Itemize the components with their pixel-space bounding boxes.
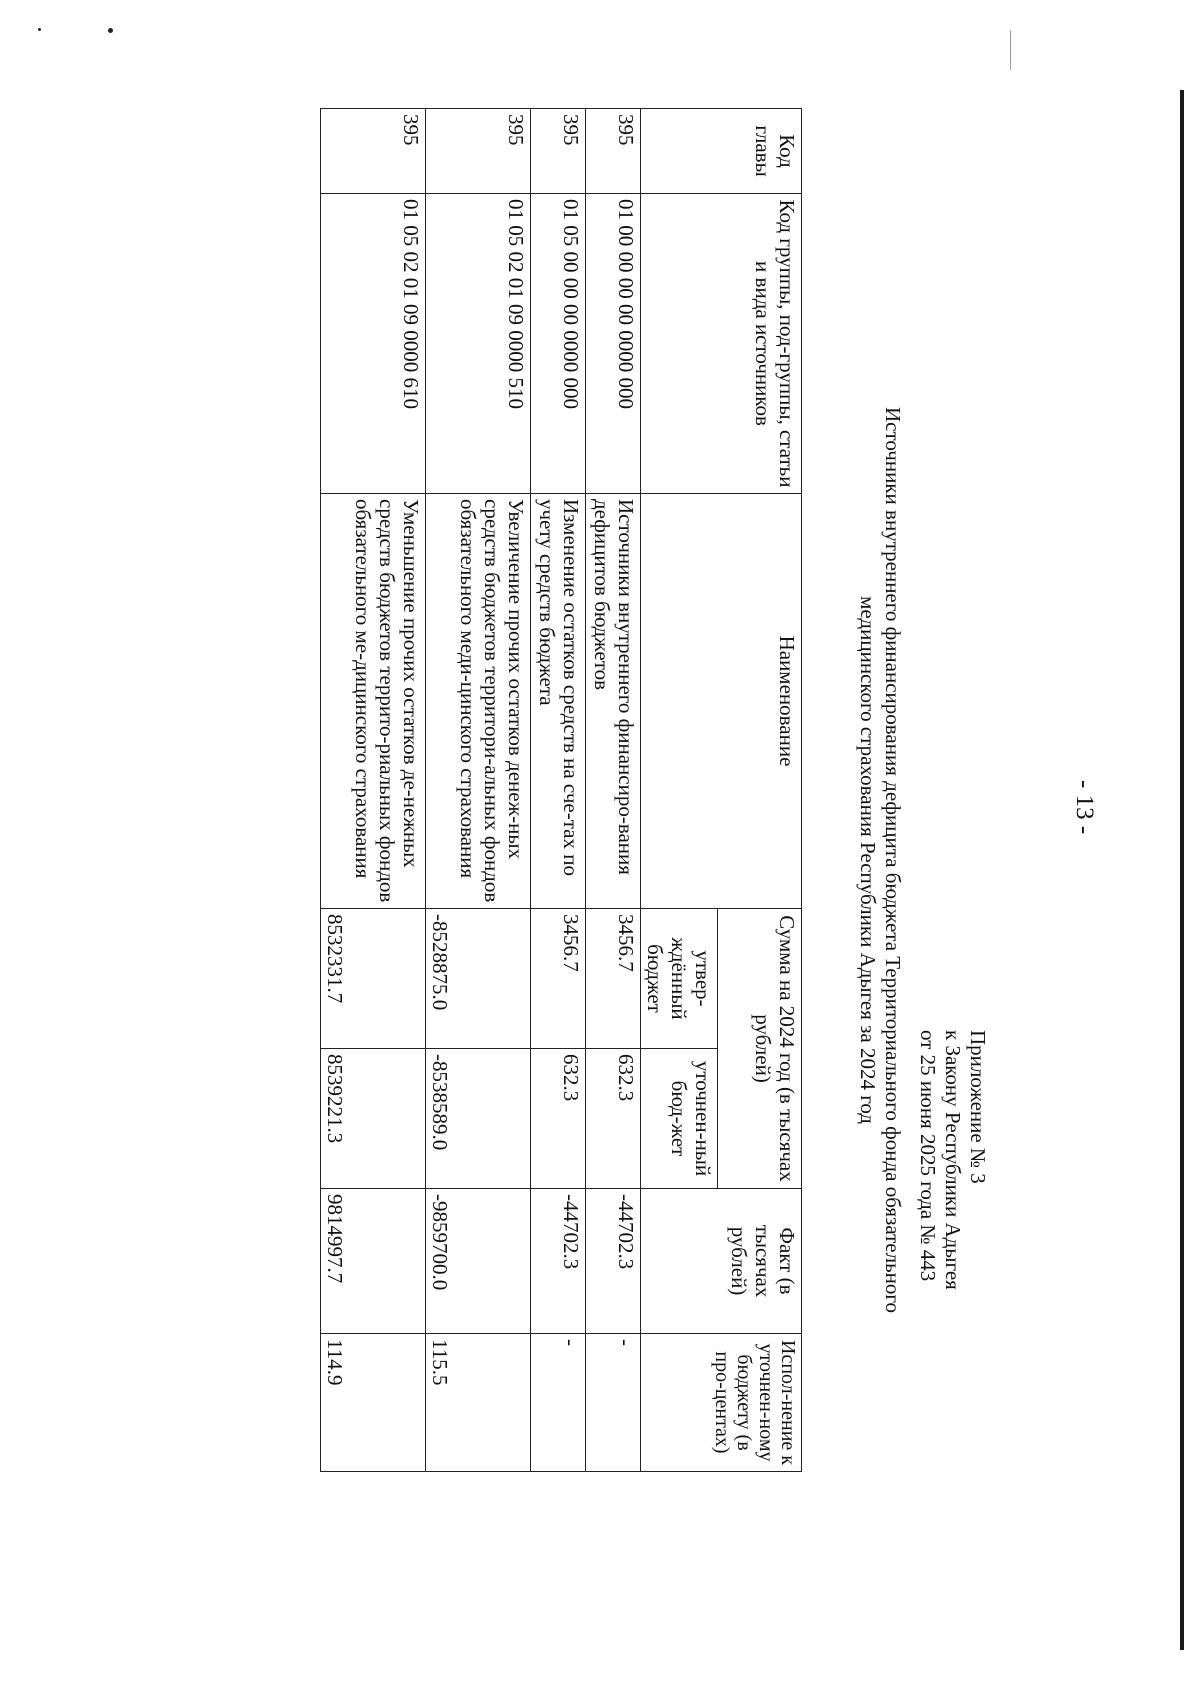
header-name: Наименование: [641, 494, 802, 909]
scan-edge-line: [1180, 90, 1184, 1650]
title-line: медицинского страхования Республики Адыгея за 2024 год: [856, 596, 880, 1124]
page-number: - 13 -: [1071, 780, 1098, 835]
cell-revised: 632.3: [586, 1049, 641, 1189]
cell-code: 01 05 02 01 09 0000 510: [426, 194, 531, 494]
cell-execution: -: [531, 1334, 586, 1472]
cell-approved: -8528875.0: [426, 909, 531, 1049]
cell-revised: 632.3: [531, 1049, 586, 1189]
cell-code: 01 05 02 01 09 0000 610: [321, 194, 426, 494]
cell-name: Уменьшение прочих остатков де-нежных средств бюджетов террито-риальных фондов обязательного ме-дицинского страхования: [321, 494, 426, 909]
header-group-code: Код группы, под-группы, статьи и вида источников: [641, 194, 802, 494]
cell-chapter: 395: [321, 109, 426, 194]
header-revised: уточнен-ный бюд-жет: [641, 1049, 718, 1189]
cell-code: 01 05 00 00 00 0000 000: [531, 194, 586, 494]
header-sum-2024: Сумма на 2024 год (в тысячах рублей): [718, 909, 802, 1189]
header-chapter-code: Код главы: [641, 109, 802, 194]
header-fact: Факт (в тысячах рублей): [641, 1189, 802, 1334]
cell-execution: -: [586, 1334, 641, 1472]
table-row: [426, 109, 531, 1472]
document-title: [855, 220, 905, 1500]
cell-chapter: 395: [531, 109, 586, 194]
cell-execution: 115.5: [426, 1334, 531, 1472]
cell-execution: 114.9: [321, 1334, 426, 1472]
cell-revised: 8539221.3: [321, 1049, 426, 1189]
appendix-line: Приложение № 3: [966, 1030, 990, 1184]
cell-chapter: 395: [426, 109, 531, 194]
cell-chapter: 395: [586, 109, 641, 194]
table-row: [586, 109, 641, 1472]
cell-fact: -44702.3: [586, 1189, 641, 1334]
table-row: [531, 109, 586, 1472]
cell-approved: 3456.7: [586, 909, 641, 1049]
title-line: Источники внутреннего финансирования дефицита бюджета Территориального фонда обязательного: [881, 406, 905, 1314]
cell-code: 01 00 00 00 00 0000 000: [586, 194, 641, 494]
header-approved: утвер-ждённый бюджет: [641, 909, 718, 1049]
cell-approved: 8532331.7: [321, 909, 426, 1049]
cell-fact: -44702.3: [531, 1189, 586, 1334]
appendix-note: [915, 1030, 990, 1290]
cell-name: Увеличение прочих остатков денеж-ных средств бюджетов территори-альных фондов обязательного меди-цинского страхования: [426, 494, 531, 909]
cell-approved: 3456.7: [531, 909, 586, 1049]
cell-name: Изменение остатков средств на сче-тах по учету средств бюджета: [531, 494, 586, 909]
appendix-line: к Закону Республики Адыгея: [941, 1030, 965, 1290]
cell-fact: 9814997.7: [321, 1189, 426, 1334]
cell-revised: -8538589.0: [426, 1049, 531, 1189]
appendix-line: от 25 июня 2025 года № 443: [916, 1030, 940, 1282]
header-execution: Испол-нение к уточнен-ному бюджету (в про-центах): [641, 1334, 802, 1472]
table-header-row: [718, 109, 802, 1472]
cell-name: Источники внутреннего финансиро-вания дефицитов бюджетов: [586, 494, 641, 909]
sources-table: [320, 108, 802, 1472]
cell-fact: -9859700.0: [426, 1189, 531, 1334]
table-row: [321, 109, 426, 1472]
